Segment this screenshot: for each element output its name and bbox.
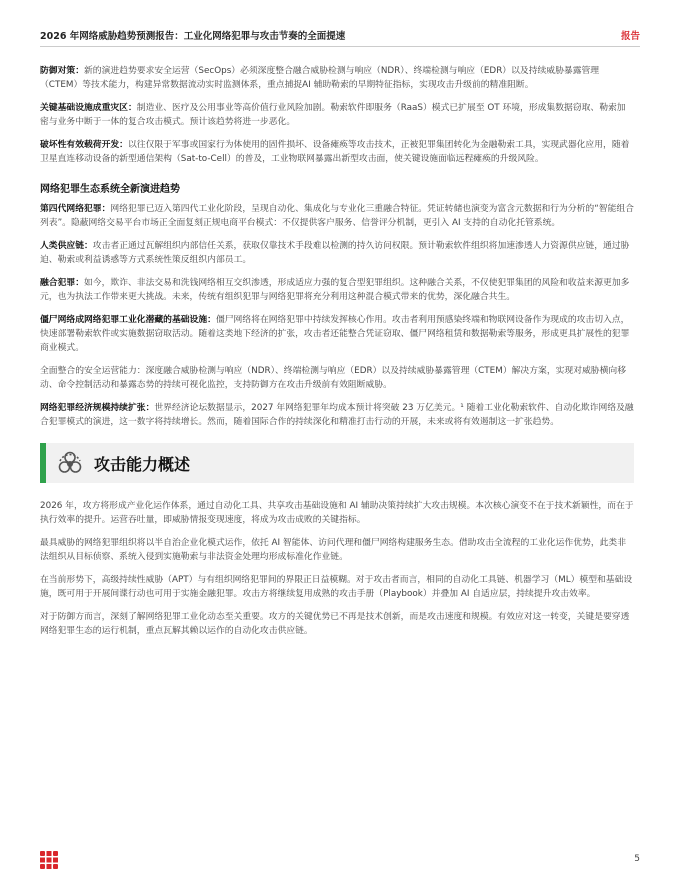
- section-title: 攻击能力概述: [94, 455, 191, 474]
- ecosystem-item: [40, 276, 634, 304]
- biohazard-icon: [56, 449, 84, 477]
- lead-text: 网络犯罪经济规模持续扩张：: [40, 403, 155, 413]
- attack-paragraph: 2026 年，攻方将形成产业化运作体系，通过自动化工具、共享攻击基础设施和 AI 辅助决策持续扩大攻击规模。本次核心演变不在于技术新颖性，而在于执行效率的提升。运营吞吐量，即威胁情报变现速度，将成为攻击成败的关键指标。: [40, 501, 634, 525]
- lead-text: 破坏性有效载荷开发：: [40, 140, 128, 150]
- intro-payload: [40, 138, 634, 166]
- ecosystem-plain: 全面整合的安全运营能力：深度融合威胁检测与响应（NDR）、终端检测与响应（EDR）以及持续威胁暴露管理（CTEM）解决方案，实现对威胁横向移动、命令控制活动和暴露态势的持续可视化监控，支持防御方在攻击升级前有效阻断威胁。: [40, 366, 626, 390]
- page-number: 5: [634, 854, 640, 864]
- lead-text: 僵尸网络成网络犯罪工业化潜藏的基础设施：: [40, 315, 216, 325]
- ecosystem-item: [40, 313, 634, 355]
- body-text: 攻击者正通过瓦解组织内部信任关系，获取仅靠技术手段难以检测的持久访问权限。预计勒索软件组织将加速渗透人力资源供应链，通过胁迫、勒索或利益诱惑等方式系统性策反组织内部员工。: [40, 241, 630, 265]
- fortinet-logo: [40, 851, 58, 869]
- intro-defense: [40, 64, 634, 92]
- body-text: 世界经济论坛数据显示，2027 年网络犯罪年均成本预计将突破 23 万亿美元。¹ 随着工业化勒索软件、自动化欺诈网络及融合犯罪模式的演进，这一数字将持续增长。然而，随着国际合作的持续深化和精准打击行动的开展，未来或将有效遏制这一扩张趋势。: [40, 403, 634, 427]
- section-banner: [40, 443, 634, 483]
- body-text: 新的演进趋势要求安全运营（SecOps）必须深度整合融合威胁检测与响应（NDR）、终端检测与响应（EDR）以及持续威胁暴露管理（CTEM）等技术能力，构建异常数据流动实时监测体系，重点捕捉AI 辅助勒索的早期特征指标，实现攻击升级前的精准阻断。: [40, 66, 600, 90]
- report-badge: 报告: [620, 31, 640, 42]
- lead-text: 关键基础设施成重灾区：: [40, 103, 137, 113]
- lead-text: 防御对策：: [40, 66, 84, 76]
- ecosystem-item: [40, 239, 634, 267]
- body-text: 网络犯罪已迈入第四代工业化阶段，呈现自动化、集成化与专业化三重融合特征。凭证转储也演变为富含元数据和行为分析的“智能组合列表”。隐蔽网络交易平台市场正全面复刻正规电商平台模式：不仅提供客户服务、信誉评分机制，更引入 AI 支持的自动化托管系统。: [40, 204, 634, 228]
- lead-text: 人类供应链：: [40, 241, 93, 251]
- attack-paragraph: 在当前形势下，高级持续性威胁（APT）与有组织网络犯罪间的界限正日益模糊。对于攻击者而言，相同的自动化工具链、机器学习（ML）模型和基础设施，既可用于开展间谍行动也可用于实施金融犯罪。攻击方将继续复用成熟的攻击手册（Playbook）并叠加 AI 自适应层，持续提升攻击效率。: [40, 575, 633, 599]
- page-content: [40, 64, 634, 647]
- header-title: 2026 年网络威胁趋势预测报告：工业化网络犯罪与攻击节奏的全面提速: [40, 31, 346, 42]
- ecosystem-heading: 网络犯罪生态系统全新演进趋势: [40, 184, 180, 195]
- lead-text: 第四代网络犯罪：: [40, 204, 111, 214]
- attack-paragraph: 对于防御方而言，深刻了解网络犯罪工业化动态至关重要。攻方的关键优势已不再是技术创新，而是攻击速度和规模。有效应对这一转变，关键是要穿透网络犯罪生态的运行机制，重点瓦解其赖以运作的自动化攻击供应链。: [40, 612, 630, 636]
- body-text: 制造业、医疗及公用事业等高价值行业风险加剧。勒索软件即服务（RaaS）模式已扩展至 OT 环境，形成集数据窃取、勒索加密与业务中断于一体的复合攻击模式。预计该趋势将进一步恶化。: [40, 103, 626, 127]
- attack-paragraph: 最具威胁的网络犯罪组织将以半自治企业化模式运作，依托 AI 智能体、访问代理和僵尸网络构建服务生态。借助攻击全流程的工业化运作优势，此类非法组织从目标侦察、系统入侵到实施勒索与非法资金处理均形成标准化作业链。: [40, 538, 627, 562]
- body-text: 僵尸网络将在网络犯罪中持续发挥核心作用。攻击者利用预感染终端和物联网设备作为现成的攻击切入点，快速部署勒索软件或实施数据窃取活动。随着这类地下经济的扩张，攻击者还能整合凭证窃取、僵尸网络租赁和数据勒索等服务，形成更具扩展性的犯罪商业模式。: [40, 315, 630, 353]
- body-text: 以往仅限于军事或国家行为体使用的固件损坏、设备瘫痪等攻击技术，正被犯罪集团转化为金融勒索工具，实现武器化应用，随着卫星直连移动设备的新型通信架构（Sat-to-Cell）的普及，工业物联网暴露出新型攻击面，使关键设施面临远程瘫痪的升级风险。: [40, 140, 630, 164]
- ecosystem-scale: [40, 401, 634, 429]
- page-header: [40, 28, 640, 44]
- intro-infrastructure: [40, 101, 634, 129]
- header-divider: [40, 46, 640, 47]
- lead-text: 融合犯罪：: [40, 278, 84, 288]
- ecosystem-item: [40, 202, 634, 230]
- body-text: 如今，欺诈、非法交易和洗钱网络相互交织渗透，形成适应力强的复合型犯罪组织。这种融合关系，不仅使犯罪集团的风险和收益来源更加多元，也为执法工作带来更大挑战。未来，传统有组织犯罪与网络犯罪将充分利用这种混合模式带来的优势，深化融合共生。: [40, 278, 630, 302]
